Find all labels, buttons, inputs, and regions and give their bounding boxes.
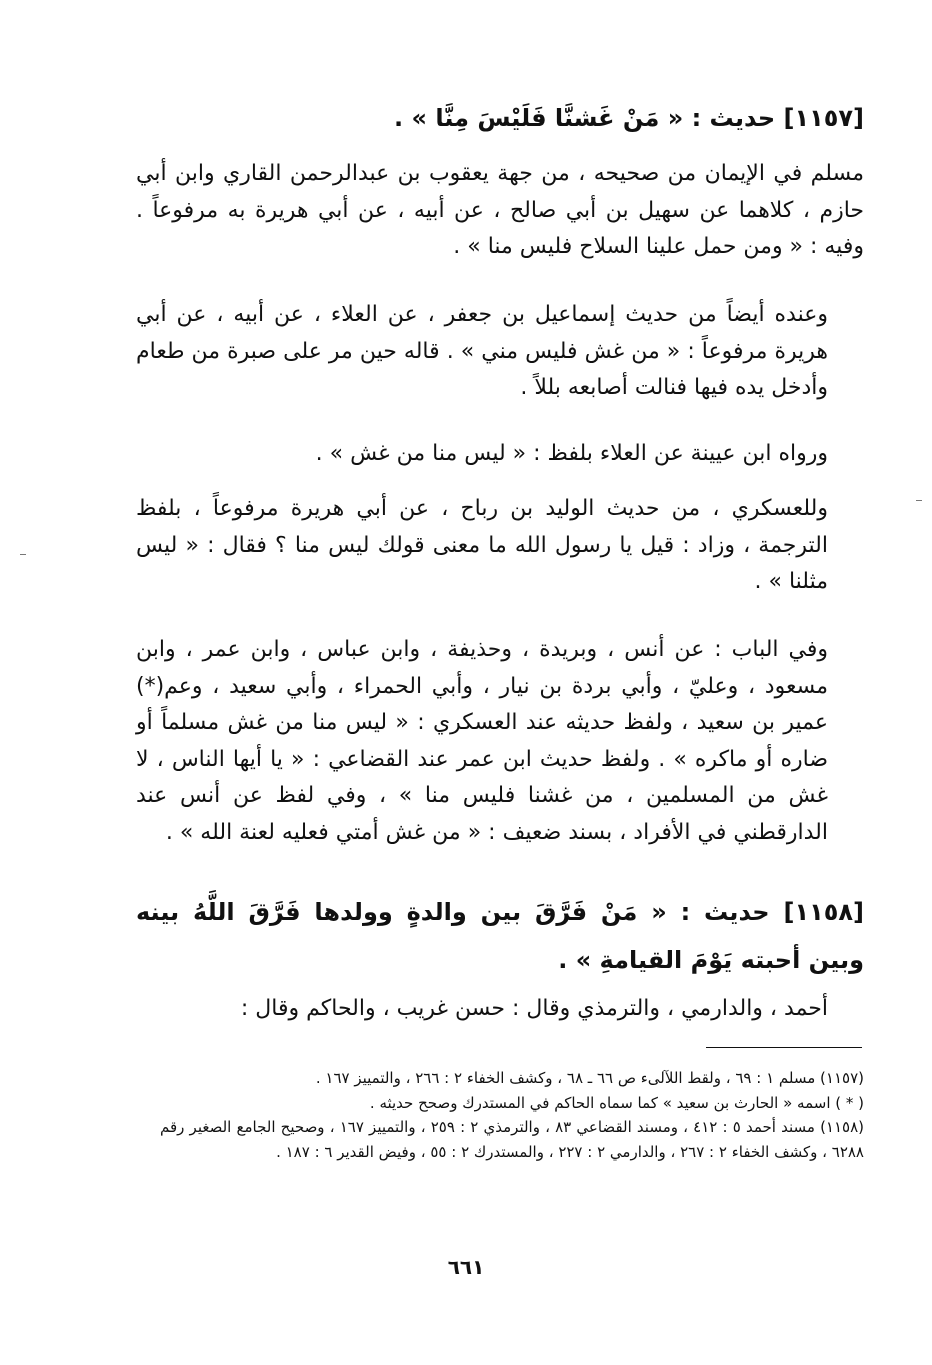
hadith-1157-paragraph-3: ورواه ابن عيينة عن العلاء بلفظ : « ليس منا من غش » . [315, 441, 828, 466]
footnote-1158: (١١٥٨) مسند أحمد ٥ : ٤١٢ ، ومسند القضاعي ٨٣ ، والترمذي ٢ : ٢٥٩ ، والتمييز ١٦٧ ، وصحيح الجامع الصغير رقم ٦٢٨٨ ، وكشف الخفاء ٢ : ٢٦٧ ، والدارمي ٢ : ٢٢٧ ، والمستدرك ٢ : ٥٥ ، وفيض القدير ٦ : ١٨٧ . [160, 1118, 865, 1161]
footnote-separator [706, 1047, 862, 1048]
hadith-1157-paragraph-4: وللعسكري ، من حديث الوليد بن رباح ، عن أبي هريرة مرفوعاً ، بلفظ الترجمة ، وزاد : قيل يا رسول الله ما معنى قولك ليس منا ؟ فقال : « ليس مثلنا » . [136, 496, 828, 594]
scan-margin-mark [916, 500, 922, 501]
hadith-1158-title: [١١٥٨] حديث : « مَنْ فَرَّقَ بين والدةٍ وولدها فَرَّقَ اللَّهُ بينه وبين أحبته يَوْمَ القيامةِ » . [136, 898, 864, 974]
hadith-1157-paragraph-2: وعنده أيضاً من حديث إسماعيل بن جعفر ، عن العلاء ، عن أبيه ، عن أبي هريرة مرفوعاً : « من غش فليس مني » . قاله حين مر على صبرة من طعام وأدخل يده فيها فنالت أصابعه بللاً . [136, 302, 828, 400]
hadith-1157-title: [١١٥٧] حديث : « مَنْ غَشنَّا فَلَيْسَ مِنَّا » . [393, 104, 864, 132]
footnotes [160, 1066, 864, 1164]
hadith-1157-paragraph-5: وفي الباب : عن أنس ، وبريدة ، وحذيفة ، وابن عباس ، وابن عمر ، وابن مسعود ، وعليّ ، وأبي بردة بن نيار ، وأبي الحمراء ، وأبي سعيد ، وعم(*) عمير بن سعيد ، ولفظ حديثه عند العسكري : « ليس منا من غش مسلماً أو ضاره أو ماكره » . ولفظ حديث ابن عمر عند القضاعي : « يا أيها الناس ، لا غش من المسلمين ، من غشنا فليس منا » ، وفي لفظ عن أنس عند الدارقطني في الأفراد ، بسند ضعيف : « من غش أمتي فعليه لعنة الله » . [136, 637, 828, 845]
page-number: ٦٦١ [447, 1255, 485, 1279]
scan-margin-mark [20, 554, 26, 555]
footnote-asterisk: ( * ) اسمه « الحارث بن سعيد » كما سماه الحاكم في المستدرك وصحح حديثه . [369, 1093, 864, 1112]
hadith-1158-paragraph-1: أحمد ، والدارمي ، والترمذي وقال : حسن غريب ، والحاكم وقال : [240, 996, 828, 1021]
footnote-1157: (١١٥٧) مسلم ١ : ٦٩ ، ولقط اللآلىء ص ٦٦ ـ ٦٨ ، وكشف الخفاء ٢ : ٢٦٦ ، والتمييز ١٦٧ . [315, 1069, 864, 1087]
hadith-1157-paragraph-1: مسلم في الإيمان من صحيحه ، من جهة يعقوب بن عبدالرحمن القاري وابن أبي حازم ، كلاهما عن سهيل بن أبي صالح ، عن أبيه ، عن أبي هريرة به مرفوعاً . وفيه : « ومن حمل علينا السلاح فليس منا » . [136, 161, 864, 259]
